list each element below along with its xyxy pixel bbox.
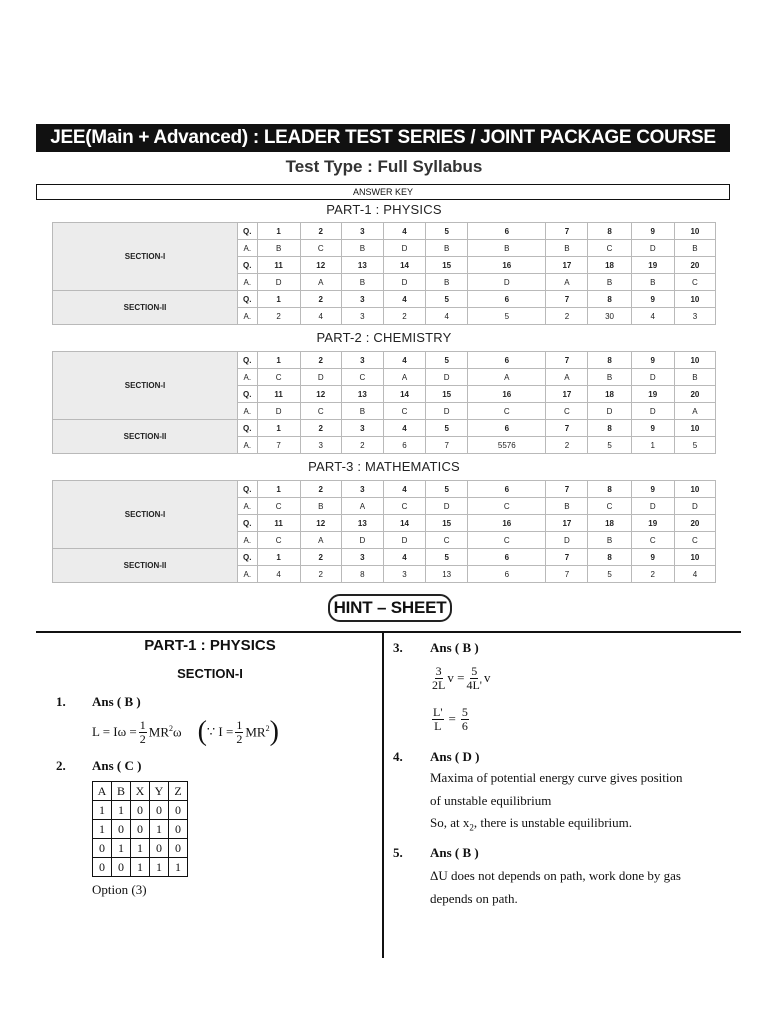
row-label: A.	[238, 308, 258, 325]
explanation-line: ΔU does not depends on path, work done by gas	[430, 868, 681, 883]
row-label: A.	[238, 240, 258, 257]
answer-cell: 4	[426, 308, 468, 325]
answer-cell: 2	[383, 308, 425, 325]
answer-cell: D	[631, 403, 674, 420]
answer-cell: 16	[468, 257, 546, 274]
truth-cell: 1	[131, 839, 150, 858]
answer-cell: 2	[257, 308, 300, 325]
answer-cell: 9	[631, 223, 674, 240]
answer-cell: 17	[546, 386, 588, 403]
answer-cell: 2	[300, 291, 341, 308]
explanation-text: , there is unstable equilibrium.	[473, 815, 633, 830]
truth-header-cell: Y	[150, 782, 169, 801]
answer-cell: 6	[468, 549, 546, 566]
equation-angular-momentum: L = Iω = $\frac{1}{2}$ $MR^2\omega$ ( ∵ I = $\frac{1}{2}$ $MR^2$ )	[92, 716, 279, 747]
answer-cell: 6	[468, 223, 546, 240]
answer-cell: C	[546, 403, 588, 420]
answer-cell: 30	[588, 308, 631, 325]
answer-cell: 11	[257, 515, 300, 532]
answer-cell: 13	[426, 566, 468, 583]
answer-cell: 7	[546, 291, 588, 308]
answer-cell: 19	[631, 257, 674, 274]
row-label: A.	[238, 566, 258, 583]
answer-cell: C	[468, 498, 546, 515]
truth-header-cell: X	[131, 782, 150, 801]
equation-length-ratio: $\frac{L'}{L}$ = $\frac{5}{6}$	[433, 704, 468, 733]
answer-cell: B	[468, 240, 546, 257]
answer-table-mathematics	[52, 480, 716, 583]
truth-cell: 0	[150, 801, 169, 820]
answer-cell: 7	[546, 223, 588, 240]
answer-cell: 2	[546, 308, 588, 325]
answer-cell: C	[300, 240, 341, 257]
answer-cell: 1	[257, 223, 300, 240]
answer-cell: 6	[383, 437, 425, 454]
answer-cell: 5	[468, 308, 546, 325]
answer-cell: C	[588, 498, 631, 515]
answer-cell: 15	[426, 386, 468, 403]
truth-cell: 0	[169, 820, 188, 839]
divider-horizontal	[36, 631, 741, 633]
answer-cell: 1	[257, 549, 300, 566]
answer-cell: C	[588, 240, 631, 257]
answer-label: Ans ( B )	[430, 640, 479, 655]
truth-header-cell: Z	[169, 782, 188, 801]
answer-cell: D	[631, 240, 674, 257]
answer-cell: 7	[546, 549, 588, 566]
answer-cell: 11	[257, 386, 300, 403]
answer-cell: 9	[631, 420, 674, 437]
truth-cell: 0	[131, 801, 150, 820]
answer-cell: B	[631, 274, 674, 291]
truth-cell: 1	[93, 801, 112, 820]
answer-cell: A	[546, 274, 588, 291]
answer-cell: 17	[546, 257, 588, 274]
answer-cell: 8	[588, 420, 631, 437]
answer-cell: A	[300, 274, 341, 291]
row-label: Q.	[238, 352, 258, 369]
table-row	[53, 223, 716, 240]
answer-cell: 3	[341, 549, 383, 566]
explanation-line	[430, 815, 632, 833]
answer-cell: B	[674, 240, 715, 257]
answer-cell: D	[631, 369, 674, 386]
answer-cell: A	[674, 403, 715, 420]
answer-cell: 3	[341, 308, 383, 325]
explanation-line: of unstable equilibrium	[430, 793, 552, 808]
answer-cell: 4	[383, 352, 425, 369]
answer-cell: 7	[546, 566, 588, 583]
answer-cell: B	[426, 240, 468, 257]
answer-cell: 11	[257, 257, 300, 274]
answer-cell: 3	[341, 291, 383, 308]
answer-cell: 10	[674, 420, 715, 437]
answer-cell: 5	[426, 352, 468, 369]
answer-label: Ans ( C )	[92, 758, 142, 773]
answer-cell: 12	[300, 515, 341, 532]
answer-cell: B	[588, 369, 631, 386]
answer-cell: C	[674, 274, 715, 291]
answer-cell: 9	[631, 481, 674, 498]
answer-cell: 18	[588, 515, 631, 532]
answer-cell: 9	[631, 291, 674, 308]
truth-cell: 1	[93, 820, 112, 839]
answer-cell: 5	[426, 481, 468, 498]
answer-cell: A	[300, 532, 341, 549]
answer-cell: 6	[468, 566, 546, 583]
explanation-text: So, at x	[430, 815, 470, 830]
subscript: 2	[469, 822, 474, 833]
answer-cell: C	[674, 532, 715, 549]
truth-cell: 1	[112, 839, 131, 858]
answer-key-label: ANSWER KEY	[36, 184, 730, 200]
answer-cell: 1	[257, 420, 300, 437]
answer-cell: 5	[426, 420, 468, 437]
answer-cell: 4	[631, 308, 674, 325]
row-label: Q.	[238, 223, 258, 240]
truth-cell: 0	[169, 801, 188, 820]
answer-cell: 5	[426, 223, 468, 240]
answer-cell: 15	[426, 515, 468, 532]
answer-cell: 9	[631, 352, 674, 369]
answer-cell: C	[468, 403, 546, 420]
answer-cell: 2	[300, 566, 341, 583]
answer-cell: 4	[383, 549, 425, 566]
answer-cell: 2	[631, 566, 674, 583]
answer-cell: A	[383, 369, 425, 386]
answer-cell: 3	[300, 437, 341, 454]
table-row	[53, 481, 716, 498]
answer-cell: C	[426, 532, 468, 549]
answer-cell: D	[426, 369, 468, 386]
row-label: A.	[238, 403, 258, 420]
answer-cell: 4	[383, 291, 425, 308]
answer-cell: 2	[341, 437, 383, 454]
answer-cell: 8	[588, 352, 631, 369]
answer-cell: 8	[588, 223, 631, 240]
answer-cell: 12	[300, 257, 341, 274]
answer-cell: 4	[383, 481, 425, 498]
answer-cell: 13	[341, 386, 383, 403]
answer-cell: B	[341, 403, 383, 420]
answer-cell: C	[383, 403, 425, 420]
answer-cell: 6	[468, 481, 546, 498]
answer-cell: 12	[300, 386, 341, 403]
answer-cell: B	[300, 498, 341, 515]
explanation-line: Maxima of potential energy curve gives position	[430, 770, 683, 785]
answer-cell: D	[383, 532, 425, 549]
option-text: Option (3)	[92, 882, 147, 897]
answer-cell: C	[631, 532, 674, 549]
answer-cell: 7	[257, 437, 300, 454]
answer-cell: 5	[674, 437, 715, 454]
answer-cell: 7	[426, 437, 468, 454]
answer-cell: 5	[588, 566, 631, 583]
answer-cell: 8	[588, 291, 631, 308]
row-label: A.	[238, 532, 258, 549]
table-row	[53, 549, 716, 566]
answer-cell: 3	[383, 566, 425, 583]
answer-cell: 6	[468, 352, 546, 369]
row-label: Q.	[238, 549, 258, 566]
row-label: Q.	[238, 420, 258, 437]
answer-cell: 2	[300, 481, 341, 498]
answer-cell: 2	[300, 549, 341, 566]
answer-cell: 13	[341, 257, 383, 274]
answer-cell: C	[300, 403, 341, 420]
table-row	[53, 352, 716, 369]
row-label: Q.	[238, 257, 258, 274]
explanation-line: depends on path.	[430, 891, 518, 906]
answer-cell: D	[426, 403, 468, 420]
answer-cell: 6	[468, 291, 546, 308]
row-label: A.	[238, 437, 258, 454]
answer-cell: D	[257, 403, 300, 420]
answer-cell: B	[257, 240, 300, 257]
question-number: 5.	[393, 845, 403, 860]
truth-cell: 0	[112, 820, 131, 839]
answer-label: Ans ( B )	[430, 845, 479, 860]
answer-cell: C	[341, 369, 383, 386]
answer-cell: 18	[588, 257, 631, 274]
answer-cell: D	[257, 274, 300, 291]
row-label: Q.	[238, 481, 258, 498]
answer-cell: 19	[631, 386, 674, 403]
question-number: 4.	[393, 749, 403, 764]
answer-cell: 2	[300, 420, 341, 437]
answer-cell: C	[257, 369, 300, 386]
answer-cell: 1	[257, 481, 300, 498]
row-label: Q.	[238, 291, 258, 308]
answer-cell: 8	[588, 549, 631, 566]
answer-cell: 10	[674, 352, 715, 369]
table-row	[53, 420, 716, 437]
test-type-title: Test Type : Full Syllabus	[285, 157, 483, 176]
truth-cell: 1	[131, 858, 150, 877]
truth-table	[92, 781, 188, 877]
answer-cell: 3	[341, 481, 383, 498]
row-label: Q.	[238, 515, 258, 532]
answer-cell: 4	[257, 566, 300, 583]
answer-cell: 3	[674, 308, 715, 325]
answer-cell: 8	[588, 481, 631, 498]
section-label: SECTION-I	[53, 481, 238, 549]
truth-cell: 0	[112, 858, 131, 877]
answer-cell: A	[341, 498, 383, 515]
answer-cell: 18	[588, 386, 631, 403]
equation-frequency: $\frac{3}{2L}$ v = $\frac{5}{4L'}$ v	[432, 663, 491, 692]
truth-cell: 0	[150, 839, 169, 858]
answer-cell: 1	[257, 291, 300, 308]
answer-cell: D	[383, 274, 425, 291]
answer-cell: 4	[383, 420, 425, 437]
section-label: SECTION-II	[53, 549, 238, 583]
answer-cell: 5	[426, 549, 468, 566]
truth-cell: 1	[112, 801, 131, 820]
answer-cell: 13	[341, 515, 383, 532]
answer-cell: 14	[383, 515, 425, 532]
answer-cell: 5	[426, 291, 468, 308]
answer-cell: 7	[546, 420, 588, 437]
answer-cell: 14	[383, 257, 425, 274]
answer-cell: 4	[300, 308, 341, 325]
row-label: A.	[238, 274, 258, 291]
question-number: 2.	[56, 758, 66, 773]
answer-table-physics	[52, 222, 716, 325]
answer-cell: B	[588, 532, 631, 549]
question-number: 1.	[56, 694, 66, 709]
answer-cell: C	[257, 498, 300, 515]
section-label: SECTION-I	[53, 223, 238, 291]
answer-cell: B	[341, 240, 383, 257]
answer-label: Ans ( D )	[430, 749, 480, 764]
answer-cell: D	[631, 498, 674, 515]
truth-cell: 0	[169, 839, 188, 858]
answer-cell: B	[341, 274, 383, 291]
answer-cell: D	[300, 369, 341, 386]
answer-cell: C	[257, 532, 300, 549]
answer-cell: 10	[674, 481, 715, 498]
answer-cell: 20	[674, 515, 715, 532]
truth-cell: 0	[93, 839, 112, 858]
part-title-mathematics: PART-3 : MATHEMATICS	[308, 459, 460, 474]
answer-cell: D	[341, 532, 383, 549]
part-title-physics: PART-1 : PHYSICS	[326, 202, 442, 217]
answer-cell: 2	[300, 352, 341, 369]
answer-cell: D	[546, 532, 588, 549]
answer-cell: 7	[546, 481, 588, 498]
answer-cell: A	[468, 369, 546, 386]
row-label: A.	[238, 369, 258, 386]
answer-cell: 7	[546, 352, 588, 369]
truth-header-cell: A	[93, 782, 112, 801]
answer-cell: 16	[468, 515, 546, 532]
hint-part-title: PART-1 : PHYSICS	[144, 637, 276, 654]
row-label: Q.	[238, 386, 258, 403]
table-row	[53, 291, 716, 308]
answer-cell: 20	[674, 257, 715, 274]
row-label: A.	[238, 498, 258, 515]
answer-cell: D	[426, 498, 468, 515]
answer-cell: B	[546, 240, 588, 257]
section-label: SECTION-II	[53, 291, 238, 325]
answer-cell: 10	[674, 223, 715, 240]
answer-cell: 17	[546, 515, 588, 532]
answer-cell: B	[674, 369, 715, 386]
truth-cell: 1	[150, 820, 169, 839]
answer-cell: 3	[341, 420, 383, 437]
course-banner: JEE(Main + Advanced) : LEADER TEST SERIES / JOINT PACKAGE COURSE	[36, 124, 730, 152]
truth-cell: 0	[93, 858, 112, 877]
answer-cell: 3	[341, 352, 383, 369]
answer-cell: 15	[426, 257, 468, 274]
answer-table-chemistry	[52, 351, 716, 454]
truth-cell: 1	[169, 858, 188, 877]
section-label: SECTION-I	[53, 352, 238, 420]
answer-cell: 10	[674, 291, 715, 308]
answer-cell: 9	[631, 549, 674, 566]
answer-cell: 3	[341, 223, 383, 240]
answer-cell: 5	[588, 437, 631, 454]
answer-cell: 10	[674, 549, 715, 566]
divider-vertical	[382, 633, 384, 958]
hint-section-title: SECTION-I	[177, 666, 243, 681]
answer-cell: D	[468, 274, 546, 291]
answer-cell: 19	[631, 515, 674, 532]
truth-cell: 0	[131, 820, 150, 839]
hint-sheet-badge: HINT – SHEET	[328, 594, 452, 622]
answer-cell: D	[674, 498, 715, 515]
truth-header-cell: B	[112, 782, 131, 801]
answer-cell: 1	[631, 437, 674, 454]
part-title-chemistry: PART-2 : CHEMISTRY	[316, 330, 452, 345]
answer-cell: 1	[257, 352, 300, 369]
answer-cell: 2	[300, 223, 341, 240]
answer-cell: C	[468, 532, 546, 549]
answer-cell: B	[588, 274, 631, 291]
answer-cell: B	[546, 498, 588, 515]
answer-cell: D	[383, 240, 425, 257]
answer-cell: 4	[674, 566, 715, 583]
answer-cell: A	[546, 369, 588, 386]
section-label: SECTION-II	[53, 420, 238, 454]
answer-cell: D	[588, 403, 631, 420]
answer-cell: 6	[468, 420, 546, 437]
answer-cell: 5576	[468, 437, 546, 454]
answer-cell: 20	[674, 386, 715, 403]
answer-cell: B	[426, 274, 468, 291]
answer-label: Ans ( B )	[92, 694, 141, 709]
answer-cell: 14	[383, 386, 425, 403]
truth-cell: 1	[150, 858, 169, 877]
answer-cell: 4	[383, 223, 425, 240]
answer-cell: 16	[468, 386, 546, 403]
answer-cell: 2	[546, 437, 588, 454]
answer-cell: C	[383, 498, 425, 515]
question-number: 3.	[393, 640, 403, 655]
answer-cell: 8	[341, 566, 383, 583]
